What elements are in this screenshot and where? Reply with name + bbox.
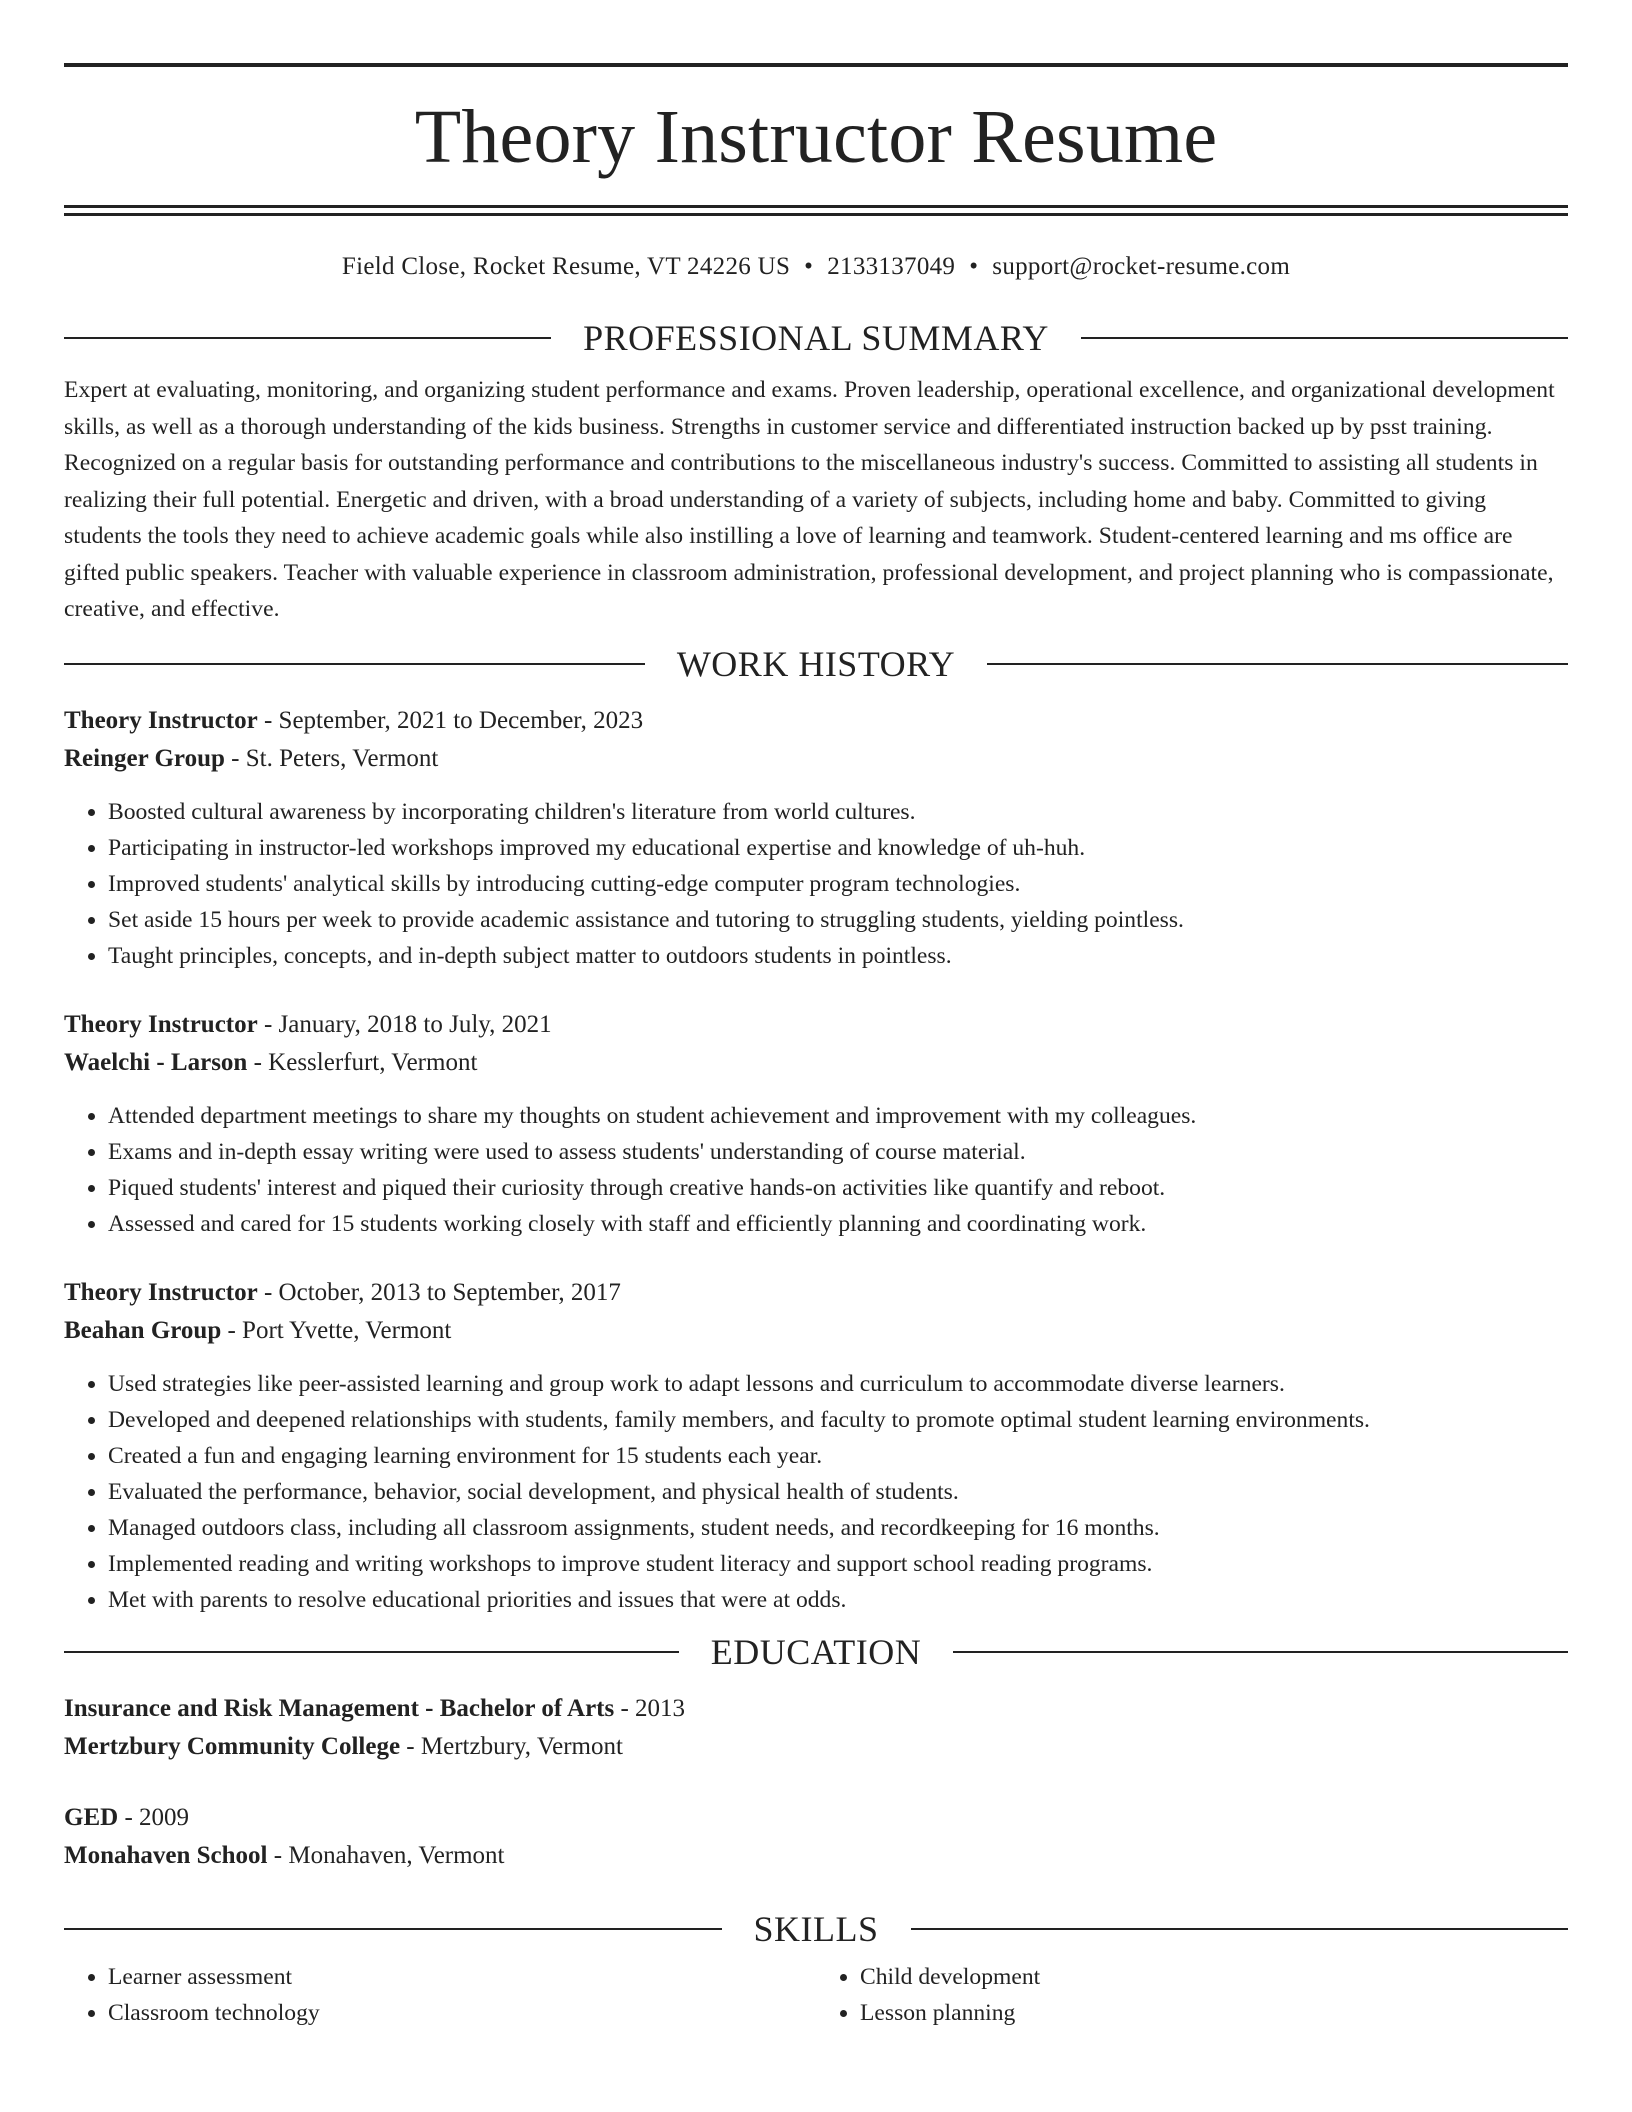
section-title: WORK HISTORY xyxy=(676,643,956,684)
heading-rule xyxy=(64,1928,722,1930)
contact-separator: • xyxy=(804,253,814,280)
job-title-line xyxy=(64,1274,1568,1312)
heading-rule xyxy=(1081,337,1568,339)
list-item: • Met with parents to resolve educational priorities and issues that were at odds. xyxy=(108,1582,1568,1618)
job-company-line xyxy=(64,740,1568,778)
skills-column-right xyxy=(816,1959,1568,2031)
education-degree-line xyxy=(64,1690,1568,1728)
education-location: - Monahaven, Vermont xyxy=(267,1841,505,1869)
education-degree-line xyxy=(64,1799,1568,1837)
contact-separator: • xyxy=(969,253,979,280)
education-degree: GED xyxy=(64,1803,119,1831)
job-title-line xyxy=(64,702,1568,740)
job-company: Beahan Group xyxy=(64,1316,222,1344)
job-location: - St. Peters, Vermont xyxy=(224,744,439,772)
section-heading-summary xyxy=(64,316,1568,360)
list-item: • Participating in instructor-led workshops improved my educational expertise and knowledge of uh-huh. xyxy=(108,830,1568,866)
section-heading-work xyxy=(64,642,1568,686)
heading-rule xyxy=(64,337,551,339)
list-item: • Improved students' analytical skills by introducing cutting-edge computer program technologies. xyxy=(108,866,1568,902)
title-double-rule xyxy=(64,205,1568,216)
job-location: - Kesslerfurt, Vermont xyxy=(247,1048,478,1076)
education-entry xyxy=(64,1690,1568,1766)
education-year: - 2009 xyxy=(118,1803,190,1831)
job-title: Theory Instructor xyxy=(64,1010,258,1038)
contact-email[interactable]: support@rocket-resume.com xyxy=(992,253,1291,280)
list-item: • Lesson planning xyxy=(860,1995,1568,2031)
section-heading-skills xyxy=(64,1907,1568,1951)
list-item: • Taught principles, concepts, and in-depth subject matter to outdoors students in pointless. xyxy=(108,938,1568,974)
list-item: • Child development xyxy=(860,1959,1568,1995)
job-company: Reinger Group xyxy=(64,744,225,772)
job-title: Theory Instructor xyxy=(64,706,258,734)
heading-rule xyxy=(64,1651,679,1653)
list-item: • Boosted cultural awareness by incorporating children's literature from world cultures. xyxy=(108,794,1568,830)
job-title-line xyxy=(64,1006,1568,1044)
heading-rule xyxy=(953,1651,1568,1653)
job-dates: - October, 2013 to September, 2017 xyxy=(257,1278,621,1306)
job-entry xyxy=(64,1274,1568,1618)
list-item: • Exams and in-depth essay writing were used to assess students' understanding of course material. xyxy=(108,1134,1568,1170)
section-title: PROFESSIONAL SUMMARY xyxy=(583,318,1049,358)
job-bullets xyxy=(64,1098,1568,1242)
education-location: - Mertzbury, Vermont xyxy=(400,1732,623,1760)
education-degree: Insurance and Risk Management - Bachelor of Arts xyxy=(64,1694,615,1722)
list-item: • Assessed and cared for 15 students working closely with staff and efficiently planning and coordinating work. xyxy=(108,1206,1568,1242)
list-item: • Managed outdoors class, including all classroom assignments, student needs, and recordkeeping for 16 months. xyxy=(108,1510,1568,1546)
section-title: EDUCATION xyxy=(710,1631,922,1672)
job-company-line xyxy=(64,1312,1568,1350)
education-school: Monahaven School xyxy=(64,1841,268,1869)
job-location: - Port Yvette, Vermont xyxy=(221,1316,452,1344)
list-item: • Used strategies like peer-assisted learning and group work to adapt lessons and curriculum to accommodate diverse learners. xyxy=(108,1366,1568,1402)
education-entry xyxy=(64,1799,1568,1875)
education-school: Mertzbury Community College xyxy=(64,1732,401,1760)
list-item: • Set aside 15 hours per week to provide academic assistance and tutoring to struggling students, yielding pointless. xyxy=(108,902,1568,938)
section-heading-education xyxy=(64,1630,1568,1674)
page-title: Theory Instructor Resume xyxy=(414,95,1218,179)
education-school-line xyxy=(64,1728,1568,1766)
resume-page xyxy=(64,0,1568,2031)
list-item: • Classroom technology xyxy=(108,1995,816,2031)
summary-paragraph: Expert at evaluating, monitoring, and organizing student performance and exams. Proven leadership, operational excellence, and organizational development skills, as well as a thorough understanding of the kids business. Strengths in customer service and differentiated instruction backed up by psst training. Recognized on a regular basis for outstanding performance and contributions to the miscellaneous industry's success. Committed to assisting all students in realizing their full potential. Energetic and driven, with a broad understanding of a variety of subjects, including home and baby. Committed to giving students the tools they need to achieve academic goals while also instilling a love of learning and teamwork. Student-centered learning and ms office are gifted public speakers. Teacher with valuable experience in classroom administration, professional development, and project planning who is compassionate, creative, and effective. xyxy=(64,377,1555,622)
job-entry xyxy=(64,1006,1568,1242)
skills-column-left xyxy=(64,1959,816,2031)
contact-address: Field Close, Rocket Resume, VT 24226 US xyxy=(341,253,791,280)
list-item: • Attended department meetings to share my thoughts on student achievement and improvement with my colleagues. xyxy=(108,1098,1568,1134)
job-bullets xyxy=(64,794,1568,974)
contact-line xyxy=(64,252,1568,282)
list-item: • Created a fun and engaging learning environment for 15 students each year. xyxy=(108,1438,1568,1474)
job-dates: - September, 2021 to December, 2023 xyxy=(257,706,644,734)
contact-phone: 2133137049 xyxy=(827,253,956,280)
heading-rule xyxy=(987,663,1568,665)
job-company-line xyxy=(64,1044,1568,1082)
job-company: Waelchi - Larson xyxy=(64,1048,248,1076)
list-item: • Learner assessment xyxy=(108,1959,816,1995)
education-year: - 2013 xyxy=(614,1694,686,1722)
education-school-line xyxy=(64,1837,1568,1875)
job-dates: - January, 2018 to July, 2021 xyxy=(257,1010,552,1038)
list-item: • Developed and deepened relationships with students, family members, and faculty to promote optimal student learning environments. xyxy=(108,1402,1568,1438)
top-rule xyxy=(64,63,1568,67)
job-title: Theory Instructor xyxy=(64,1278,258,1306)
heading-rule xyxy=(64,663,645,665)
job-bullets xyxy=(64,1366,1568,1618)
heading-rule xyxy=(911,1928,1569,1930)
skills-list xyxy=(64,1959,1568,2031)
list-item: • Implemented reading and writing workshops to improve student literacy and support school reading programs. xyxy=(108,1546,1568,1582)
list-item: • Piqued students' interest and piqued their curiosity through creative hands-on activities like quantify and reboot. xyxy=(108,1170,1568,1206)
section-title: SKILLS xyxy=(753,1908,879,1949)
list-item: • Evaluated the performance, behavior, social development, and physical health of students. xyxy=(108,1474,1568,1510)
job-entry xyxy=(64,702,1568,974)
